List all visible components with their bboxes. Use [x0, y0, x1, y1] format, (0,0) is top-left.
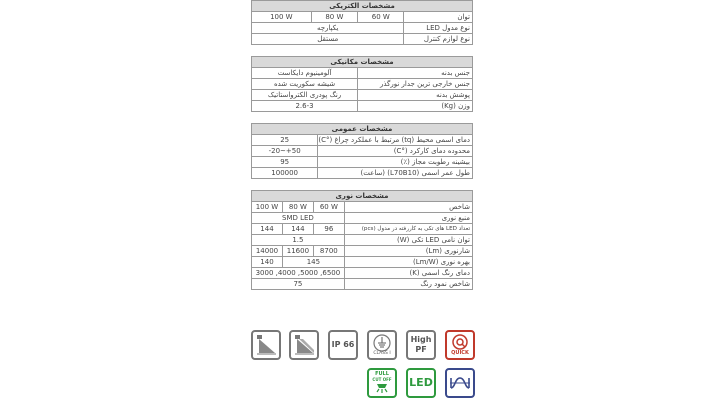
mechanical-value: شیشه سکوریت شده	[252, 79, 358, 90]
mechanical-value: رنگ پودری الکترواستاتیک	[252, 90, 358, 101]
led-icon	[406, 368, 436, 398]
power-value: 80 W	[311, 12, 357, 23]
count-value: 96	[313, 224, 344, 235]
mechanical-value: آلومینیوم دایکاست	[252, 68, 358, 79]
cct-label: دمای رنگ اسمی (K)	[344, 268, 472, 279]
quick-connect-icon	[445, 330, 475, 360]
count-label: تعداد LED های تکی به کاررفته در مدول (pcs)	[344, 224, 472, 235]
index-label: شاخص	[344, 202, 472, 213]
efficacy-label: بهره نوری (Lm/W)	[344, 257, 472, 268]
optical-table	[251, 190, 473, 290]
cri-label: شاخص نمود رنگ	[344, 279, 472, 290]
feature-icons	[251, 330, 481, 405]
optical-title: مشخصات نوری	[252, 191, 473, 202]
general-value: 100000	[252, 168, 318, 179]
spec-sheet	[251, 0, 473, 290]
power-label: توان	[404, 12, 473, 23]
count-value: 144	[282, 224, 313, 235]
control-label: نوع لوازم کنترل	[404, 34, 473, 45]
power-value: 100 W	[252, 12, 312, 23]
general-table	[251, 123, 473, 179]
ip66-icon	[328, 330, 358, 360]
flux-value: 8700	[313, 246, 344, 257]
quick-text: QUICK	[451, 350, 469, 356]
single-power-label: توان نامی LED تکی (W)	[344, 235, 472, 246]
source-value: SMD LED	[252, 213, 345, 224]
led-module-label: نوع مدول LED	[404, 23, 473, 34]
flux-value: 14000	[252, 246, 283, 257]
mechanical-label: وزن (Kg)	[358, 101, 473, 112]
driver-icon	[445, 368, 475, 398]
index-value: 80 W	[282, 202, 313, 213]
flux-label: شارنوری (Lm)	[344, 246, 472, 257]
general-value: 25	[252, 135, 318, 146]
class-text: CLASS I	[373, 351, 391, 356]
mechanical-label: جنس خارجی ترین جدار نورگذر	[358, 79, 473, 90]
pf-line2: PF	[415, 345, 427, 354]
beam-angle-icon	[251, 330, 281, 360]
general-value: -20~+50	[252, 146, 318, 157]
general-label: بیشینه رطوبت مجاز (٪)	[318, 157, 473, 168]
general-value: 95	[252, 157, 318, 168]
ip-text: IP 66	[331, 340, 355, 349]
efficacy-value: 140	[252, 257, 283, 268]
fullcutoff-line2: CUT OFF	[372, 377, 392, 382]
single-power-value: 1.5	[252, 235, 345, 246]
cct-value: 3000 ,4000 ,5000 ,6500	[252, 268, 345, 279]
efficacy-value: 145	[282, 257, 344, 268]
source-label: منبع نوری	[344, 213, 472, 224]
mechanical-label: پوشش بدنه	[358, 90, 473, 101]
index-value: 60 W	[313, 202, 344, 213]
flux-value: 11600	[282, 246, 313, 257]
general-label: طول عمر اسمی (L70B10) (ساعت)	[318, 168, 473, 179]
led-module-value: یکپارچه	[252, 23, 404, 34]
mechanical-table	[251, 56, 473, 112]
led-text: LED	[409, 376, 433, 389]
general-label: دمای اسمی محیط (tq) مرتبط با عملکرد چراغ (°C)	[318, 135, 473, 146]
beam-angle-wide-icon	[289, 330, 319, 360]
pf-line1: High	[410, 335, 432, 344]
count-value: 144	[252, 224, 283, 235]
index-value: 100 W	[252, 202, 283, 213]
control-value: مستقل	[252, 34, 404, 45]
mechanical-value: 2.6-3	[252, 101, 358, 112]
electrical-title: مشخصات الکتریکی	[252, 1, 473, 12]
general-label: محدوده دمای کارکرد (°C)	[318, 146, 473, 157]
class-i-icon	[367, 330, 397, 360]
fullcutoff-line1: FULL	[375, 371, 389, 377]
power-value: 60 W	[358, 12, 404, 23]
general-title: مشخصات عمومی	[252, 124, 473, 135]
full-cut-off-icon	[367, 368, 397, 398]
high-pf-icon	[406, 330, 436, 360]
cri-value: 75	[252, 279, 345, 290]
mechanical-label: جنس بدنه	[358, 68, 473, 79]
electrical-table	[251, 0, 473, 45]
mechanical-title: مشخصات مکانیکی	[252, 57, 473, 68]
